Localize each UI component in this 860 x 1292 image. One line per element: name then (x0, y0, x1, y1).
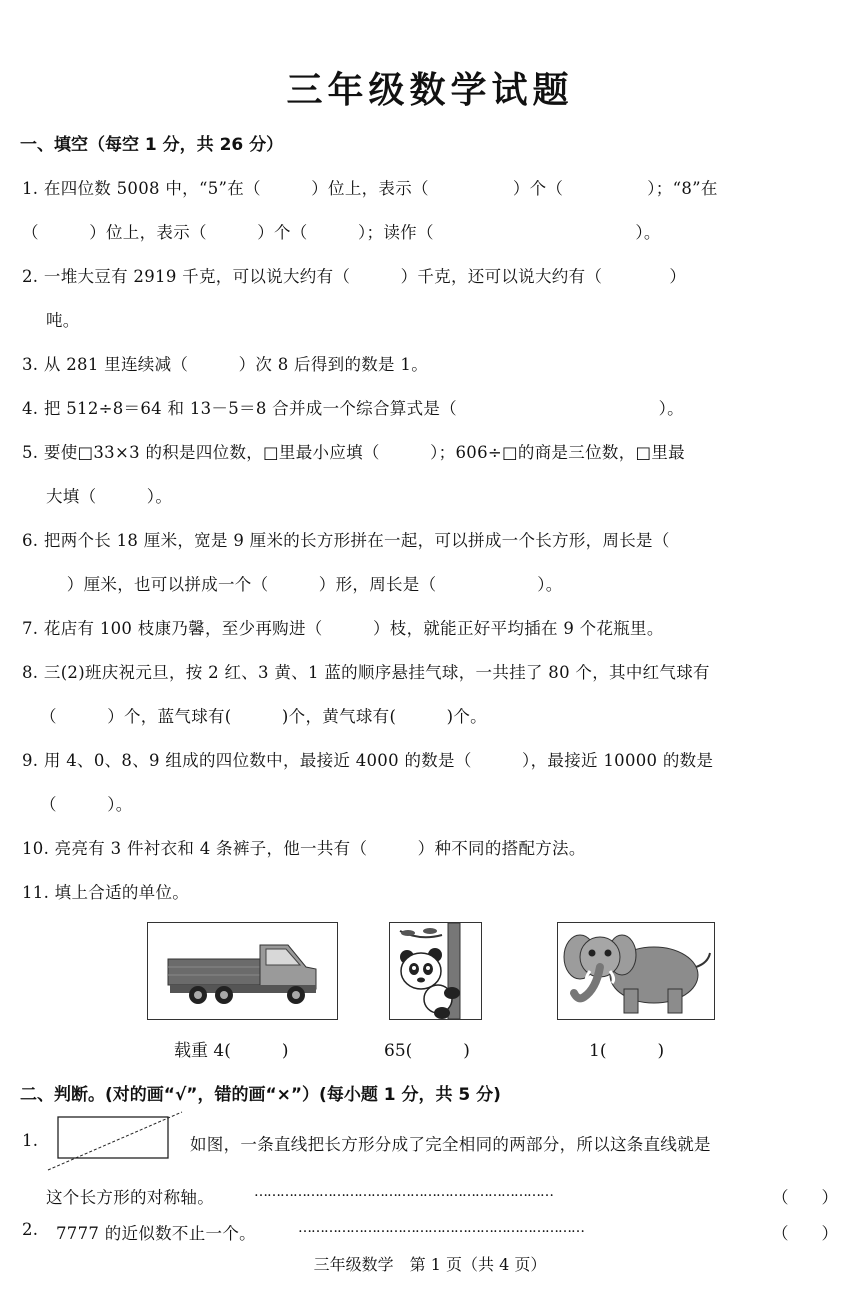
caption-elephant: 1( ) (589, 1041, 665, 1061)
question-9-line-1: 9. 用 4、0、8、9 组成的四位数中，最接近 4000 的数是（ ），最接近 10000 的数是 (22, 751, 714, 770)
judge-2-text: 7777 的近似数不止一个。 (56, 1224, 256, 1243)
question-11: 11. 填上合适的单位。 (22, 883, 190, 902)
judge-1-answer-blank[interactable]: （ ） (772, 1188, 838, 1207)
page-footer: 三年级数学 第 1 页（共 4 页） (313, 1255, 547, 1274)
caption-panda: 65( ) (384, 1041, 470, 1061)
panda-image (389, 922, 482, 1020)
question-9-line-2: （ ）。 (40, 795, 133, 814)
elephant-icon (558, 923, 714, 1019)
question-8-line-2: （ ）个，蓝气球有( )个，黄气球有( )个。 (40, 707, 487, 726)
judge-2-answer-blank[interactable]: （ ） (772, 1224, 838, 1243)
panda-icon (390, 923, 481, 1019)
truck-icon (148, 923, 337, 1019)
caption-truck: 载重 4( ) (174, 1041, 289, 1061)
question-3: 3. 从 281 里连续减（ ）次 8 后得到的数是 1。 (22, 355, 429, 374)
question-10: 10. 亮亮有 3 件衬衣和 4 条裤子，他一共有（ ）种不同的搭配方法。 (22, 839, 586, 858)
judge-2-dots: ………………………………………………………… (298, 1220, 584, 1236)
judge-1-dots: …………………………………………………………… (254, 1184, 553, 1200)
judge-1-number: 1. (22, 1131, 39, 1150)
question-1-line-2: （ ）位上，表示（ ）个（ ）；读作（ ）。 (22, 223, 661, 242)
rectangle-with-line-icon (44, 1108, 186, 1174)
judge-1-text: 如图，一条直线把长方形分成了完全相同的两部分，所以这条直线就是 (190, 1135, 711, 1154)
question-5-line-1: 5. 要使□33×3 的积是四位数，□里最小应填（ ）；606÷□的商是三位数，□里最 (22, 443, 685, 462)
question-2-line-2: 吨。 (46, 311, 80, 330)
truck-image (147, 922, 338, 1020)
question-6-line-1: 6. 把两个长 18 厘米，宽是 9 厘米的长方形拼在一起，可以拼成一个长方形，周长是（ (22, 531, 670, 550)
question-2-line-1: 2. 一堆大豆有 2919 千克，可以说大约有（ ）千克，还可以说大约有（ ） (22, 267, 687, 286)
question-7: 7. 花店有 100 枝康乃馨，至少再购进（ ）枝，就能正好平均插在 9 个花瓶里。 (22, 619, 664, 638)
question-6-line-2: ）厘米，也可以拼成一个（ ）形，周长是（ ）。 (50, 575, 563, 594)
question-1-line-1: 1. 在四位数 5008 中，“5”在（ ）位上，表示（ ）个（ ）；“8”在 (22, 179, 718, 198)
judge-1-continuation: 这个长方形的对称轴。 (46, 1188, 214, 1207)
question-5-line-2: 大填（ ）。 (46, 487, 173, 506)
section2-heading: 二、判断。(对的画“√”，错的画“×”）(每小题 1 分，共 5 分) (20, 1085, 501, 1105)
section1-heading: 一、填空（每空 1 分，共 26 分） (20, 135, 284, 155)
elephant-image (557, 922, 715, 1020)
question-8-line-1: 8. 三(2)班庆祝元旦，按 2 红、3 黄、1 蓝的顺序悬挂气球，一共挂了 80 个，其中红气球有 (22, 663, 710, 682)
page-title: 三年级数学试题 (286, 70, 574, 111)
question-4: 4. 把 512÷8＝64 和 13－5＝8 合并成一个综合算式是（ ）。 (22, 399, 684, 418)
judge-2-number: 2. (22, 1220, 39, 1239)
